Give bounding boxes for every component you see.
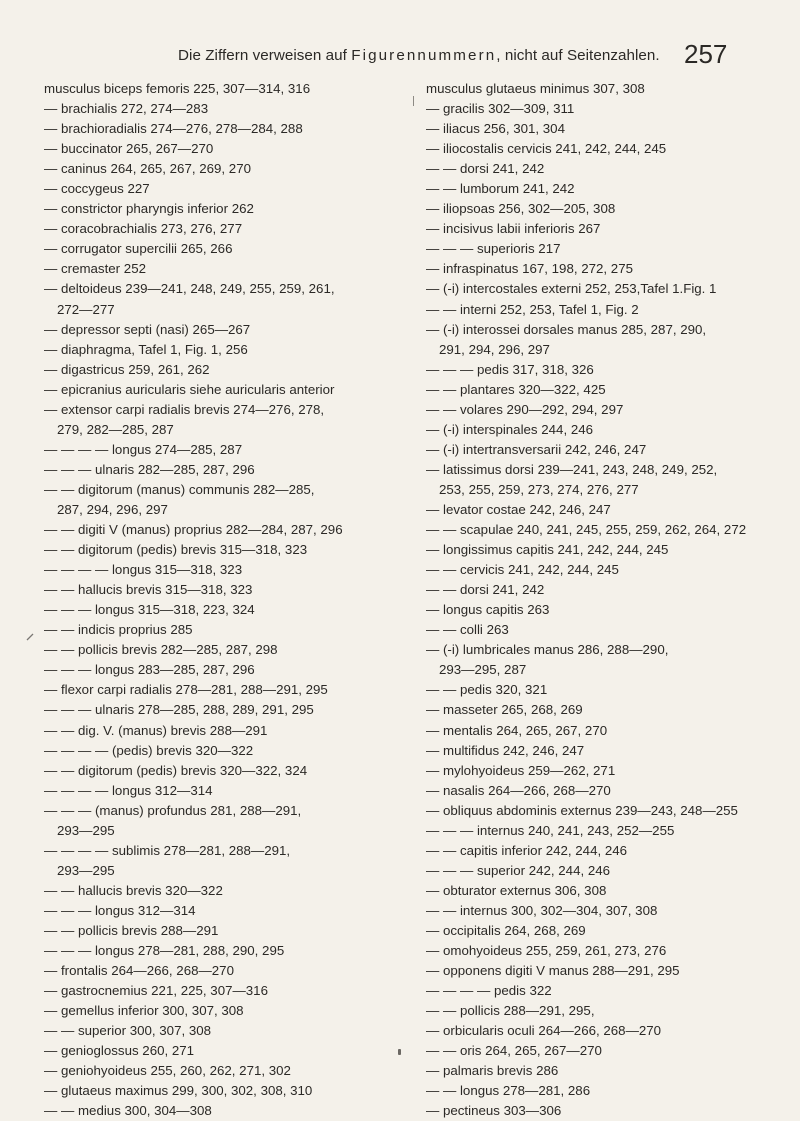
index-entry-text: — diaphragma, Tafel 1, Fig. 1, 256 (44, 341, 248, 357)
index-entry-text: — — — pedis 317, 318, 326 (426, 361, 594, 377)
index-entry-text: — iliopsoas 256, 302—205, 308 (426, 201, 616, 217)
index-entry-text: — — digitorum (manus) communis 282—285, (44, 481, 315, 497)
index-entry-text: — occipitalis 264, 268, 269 (426, 922, 586, 938)
index-entry-text: — — — — longus 274—285, 287 (44, 441, 243, 457)
index-entry (426, 600, 798, 620)
index-entry-text: — — digitorum (pedis) brevis 315—318, 323 (44, 542, 308, 558)
index-entry (426, 219, 798, 239)
index-entry (426, 540, 798, 560)
index-entry (44, 520, 406, 540)
index-entry (44, 380, 406, 400)
index-entry (426, 961, 798, 981)
index-entry-text: — — — longus 312—314 (44, 902, 196, 918)
index-entry (426, 941, 798, 961)
index-entry (44, 460, 406, 480)
index-entry (44, 841, 406, 861)
index-entry-text: — geniohyoideus 255, 260, 262, 271, 302 (44, 1063, 291, 1079)
index-entry (44, 981, 406, 1001)
header-text-before: Die Ziffern verweisen auf (178, 47, 352, 64)
index-entry (44, 921, 406, 941)
index-entry-text: — coccygeus 227 (44, 181, 150, 197)
index-entry-text: — extensor carpi radialis brevis 274—276, 278, (44, 401, 325, 417)
index-entry-text: — nasalis 264—266, 268—270 (426, 782, 611, 798)
index-entry (44, 741, 406, 761)
index-entry (426, 99, 798, 119)
index-entry-text: — (-i) intercostales externi 252, 253,Tafel 1.Fig. 1 (426, 281, 717, 297)
index-entry (44, 139, 406, 159)
index-entry-text: — genioglossus 260, 271 (44, 1043, 195, 1059)
index-entry (44, 79, 406, 99)
index-entry-text: — — — internus 240, 241, 243, 252—255 (426, 822, 675, 838)
index-entry (426, 1021, 798, 1041)
index-entry (426, 1061, 798, 1081)
index-entry (44, 801, 406, 821)
index-entry-text: — infraspinatus 167, 198, 272, 275 (426, 261, 633, 277)
index-entry (426, 640, 798, 660)
index-entry (426, 259, 798, 279)
index-entry (426, 520, 798, 540)
index-entry (426, 380, 798, 400)
index-entry (426, 580, 798, 600)
index-entry (426, 159, 798, 179)
index-entry-text: — — — (manus) profundus 281, 288—291, (44, 802, 302, 818)
index-entry (44, 700, 406, 720)
index-entry (426, 320, 798, 340)
index-entry (426, 781, 798, 801)
index-entry-text: — (-i) intertransversarii 242, 246, 247 (426, 441, 647, 457)
index-entry-text: — (-i) interossei dorsales manus 285, 287, 290, (426, 321, 707, 337)
index-entry-text: — mylohyoideus 259—262, 271 (426, 762, 616, 778)
index-entry (44, 99, 406, 119)
index-entry (44, 781, 406, 801)
index-entry-text: — digastricus 259, 261, 262 (44, 361, 210, 377)
index-entry-text: — orbicularis oculi 264—266, 268—270 (426, 1023, 662, 1039)
index-entry-text: — — plantares 320—322, 425 (426, 381, 606, 397)
index-entry-text: — constrictor pharyngis inferior 262 (44, 201, 254, 217)
index-entry-text: — — capitis inferior 242, 244, 246 (426, 842, 628, 858)
index-entry (426, 861, 798, 881)
index-entry (44, 961, 406, 981)
index-entry-text: — — cervicis 241, 242, 244, 245 (426, 562, 619, 578)
index-entry (426, 901, 798, 921)
index-entry (426, 821, 798, 841)
index-entry (426, 420, 798, 440)
index-entry (426, 400, 798, 420)
index-entry-text: — — hallucis brevis 320—322 (44, 882, 223, 898)
index-entry (44, 600, 406, 620)
index-entry-text: — — indicis proprius 285 (44, 622, 193, 638)
index-entry-continuation: 272—277 (57, 301, 115, 317)
index-entry-text: — flexor carpi radialis 278—281, 288—291, 295 (44, 682, 328, 698)
index-entry-text: — coracobrachialis 273, 276, 277 (44, 221, 243, 237)
index-entry (426, 440, 798, 460)
index-entry (44, 680, 406, 700)
index-entry-text: — — — — sublimis 278—281, 288—291, (44, 842, 291, 858)
index-entry (44, 580, 406, 600)
index-entry (44, 440, 406, 460)
index-entry-text: — masseter 265, 268, 269 (426, 702, 583, 718)
index-entry-text: — — scapulae 240, 241, 245, 255, 259, 262, 264, 272 (426, 522, 747, 538)
index-entry-text: — — — — pedis 322 (426, 983, 552, 999)
index-entry-text: — — — longus 315—318, 223, 324 (44, 602, 255, 618)
index-entry-text: — — — longus 283—285, 287, 296 (44, 662, 255, 678)
index-entry-text: — longus capitis 263 (426, 602, 550, 618)
index-entry (426, 360, 798, 380)
index-entry-text: — omohyoideus 255, 259, 261, 273, 276 (426, 943, 667, 959)
index-entry (426, 179, 798, 199)
index-entry-text: — — medius 300, 304—308 (44, 1103, 212, 1119)
index-entry-text: musculus biceps femoris 225, 307—314, 316 (44, 81, 311, 96)
index-entry (426, 139, 798, 159)
index-entry-text: — — superior 300, 307, 308 (44, 1023, 212, 1039)
index-entry-text: — — interni 252, 253, Tafel 1, Fig. 2 (426, 301, 639, 317)
index-entry-text: — — dorsi 241, 242 (426, 161, 545, 177)
index-column-left (44, 79, 406, 1121)
index-entry (44, 1081, 406, 1101)
index-entry-text: — buccinator 265, 267—270 (44, 141, 214, 157)
index-entry (44, 199, 406, 219)
index-entry-text: — caninus 264, 265, 267, 269, 270 (44, 161, 251, 177)
index-entry-continuation: 279, 282—285, 287 (57, 421, 174, 437)
index-entry (44, 119, 406, 139)
index-entry-text: — obliquus abdominis externus 239—243, 248—255 (426, 802, 738, 818)
index-entry-text: — (-i) lumbricales manus 286, 288—290, (426, 642, 669, 658)
index-entry (44, 179, 406, 199)
header-text-after: , nicht auf Seitenzahlen. (496, 47, 660, 64)
index-entry-text: — brachialis 272, 274—283 (44, 101, 209, 117)
index-entry-text: — — — superior 242, 244, 246 (426, 862, 611, 878)
index-entry-text: — glutaeus maximus 299, 300, 302, 308, 310 (44, 1083, 313, 1099)
index-entry-text: — gemellus inferior 300, 307, 308 (44, 1003, 244, 1019)
index-entry-text: — pectineus 303—306 (426, 1103, 562, 1119)
index-entry-continuation: 293—295 (57, 822, 115, 838)
index-entry-continuation: 253, 255, 259, 273, 274, 276, 277 (439, 481, 639, 497)
index-entry-text: — — pollicis brevis 282—285, 287, 298 (44, 642, 278, 658)
index-entry (44, 1021, 406, 1041)
index-entry (426, 460, 798, 480)
index-entry (44, 1101, 406, 1121)
index-entry-text: — — — — longus 315—318, 323 (44, 562, 243, 578)
index-entry (426, 680, 798, 700)
index-entry (44, 159, 406, 179)
index-entry-text: — cremaster 252 (44, 261, 146, 277)
index-entry-text: — corrugator supercilii 265, 266 (44, 241, 233, 257)
index-entry (44, 400, 406, 420)
index-entry-text: — mentalis 264, 265, 267, 270 (426, 722, 608, 738)
index-entry (426, 841, 798, 861)
index-entry (44, 219, 406, 239)
index-entry-text: — gastrocnemius 221, 225, 307—316 (44, 983, 268, 999)
index-entry-continuation: 287, 294, 296, 297 (57, 501, 168, 517)
index-entry (426, 199, 798, 219)
index-entry-text: — — lumborum 241, 242 (426, 181, 575, 197)
index-entry (426, 239, 798, 259)
index-entry (426, 300, 798, 320)
index-entry-text: — — pollicis 288—291, 295, (426, 1003, 595, 1019)
index-entry (426, 279, 798, 299)
index-entry-text: — epicranius auricularis siehe auricularis anterior (44, 381, 335, 397)
index-entry (426, 721, 798, 741)
ink-dot-mark (398, 1049, 401, 1055)
index-entry (44, 239, 406, 259)
index-entry-text: — frontalis 264—266, 268—270 (44, 963, 234, 979)
header-text-spaced: Figurennummern (351, 47, 497, 64)
index-entry (44, 360, 406, 380)
index-entry (426, 761, 798, 781)
index-entry (44, 320, 406, 340)
index-entry (426, 700, 798, 720)
index-entry (426, 79, 798, 99)
index-entry-text: musculus glutaeus minimus 307, 308 (426, 81, 645, 96)
index-entry (44, 941, 406, 961)
index-entry-text: — — — — (pedis) brevis 320—322 (44, 742, 254, 758)
index-entry (426, 741, 798, 761)
index-entry (44, 660, 406, 680)
index-entry (44, 540, 406, 560)
index-entry (44, 1001, 406, 1021)
index-entry (44, 881, 406, 901)
index-entry-text: — — oris 264, 265, 267—270 (426, 1043, 602, 1059)
index-entry-text: — incisivus labii inferioris 267 (426, 221, 601, 237)
index-entry (44, 901, 406, 921)
index-entry (44, 259, 406, 279)
index-entry-text: — — pollicis brevis 288—291 (44, 922, 219, 938)
index-entry (426, 1001, 798, 1021)
index-entry-text: — — dig. V. (manus) brevis 288—291 (44, 722, 268, 738)
index-entry (426, 119, 798, 139)
index-entry (44, 1061, 406, 1081)
index-entry-text: — depressor septi (nasi) 265—267 (44, 321, 251, 337)
index-entry-text: — — — superioris 217 (426, 241, 561, 257)
index-entry-text: — — digitorum (pedis) brevis 320—322, 324 (44, 762, 308, 778)
index-entry-text: — — digiti V (manus) proprius 282—284, 287, 296 (44, 522, 343, 538)
index-entry-text: — levator costae 242, 246, 247 (426, 501, 611, 517)
index-entry (44, 340, 406, 360)
column-divider (413, 96, 414, 106)
pencil-tick-icon (25, 632, 35, 642)
index-entry (426, 801, 798, 821)
index-entry-text: — multifidus 242, 246, 247 (426, 742, 585, 758)
index-entry-text: — — pedis 320, 321 (426, 682, 548, 698)
index-entry-text: — deltoideus 239—241, 248, 249, 255, 259, 261, (44, 281, 335, 297)
index-entry (426, 500, 798, 520)
index-entry (426, 881, 798, 901)
index-entry-text: — — colli 263 (426, 622, 509, 638)
index-entry-text: — gracilis 302—309, 311 (426, 101, 575, 117)
index-entry (44, 480, 406, 500)
index-entry (44, 721, 406, 741)
index-entry (426, 981, 798, 1001)
index-entry-text: — — volares 290—292, 294, 297 (426, 401, 624, 417)
index-entry-text: — iliacus 256, 301, 304 (426, 121, 565, 137)
index-entry (426, 560, 798, 580)
index-entry (44, 620, 406, 640)
running-header (0, 39, 800, 69)
index-entry-text: — longissimus capitis 241, 242, 244, 245 (426, 542, 669, 558)
index-entry-continuation: 291, 294, 296, 297 (439, 341, 550, 357)
page-number: 257 (684, 39, 728, 69)
index-entry-text: — — dorsi 241, 242 (426, 582, 545, 598)
index-column-right (426, 79, 798, 1121)
index-entry (426, 620, 798, 640)
index-entry (44, 1041, 406, 1061)
index-entry-continuation: 293—295 (57, 862, 115, 878)
index-entry (426, 1101, 798, 1121)
index-entry-continuation: 293—295, 287 (439, 662, 527, 678)
index-entry (426, 921, 798, 941)
index-entry-text: — iliocostalis cervicis 241, 242, 244, 245 (426, 141, 667, 157)
index-entry-text: — palmaris brevis 286 (426, 1063, 559, 1079)
index-entry-text: — — — — longus 312—314 (44, 782, 213, 798)
index-entry-text: — (-i) interspinales 244, 246 (426, 421, 594, 437)
index-entry-text: — obturator externus 306, 308 (426, 882, 607, 898)
index-entry-text: — — hallucis brevis 315—318, 323 (44, 582, 253, 598)
index-entry-text: — latissimus dorsi 239—241, 243, 248, 249, 252, (426, 461, 718, 477)
index-entry-text: — — — ulnaris 278—285, 288, 289, 291, 295 (44, 702, 314, 718)
index-entry-text: — brachioradialis 274—276, 278—284, 288 (44, 121, 303, 137)
index-entry-text: — — internus 300, 302—304, 307, 308 (426, 902, 658, 918)
index-entry (44, 560, 406, 580)
index-entry-text: — — — longus 278—281, 288, 290, 295 (44, 943, 285, 959)
index-entry (426, 1041, 798, 1061)
index-entry-text: — opponens digiti V manus 288—291, 295 (426, 963, 680, 979)
index-entry (44, 279, 406, 299)
index-entry-text: — — — ulnaris 282—285, 287, 296 (44, 461, 255, 477)
running-header-text (178, 47, 660, 64)
index-entry-text: — — longus 278—281, 286 (426, 1083, 591, 1099)
index-entry (44, 640, 406, 660)
index-entry (426, 1081, 798, 1101)
index-entry (44, 761, 406, 781)
